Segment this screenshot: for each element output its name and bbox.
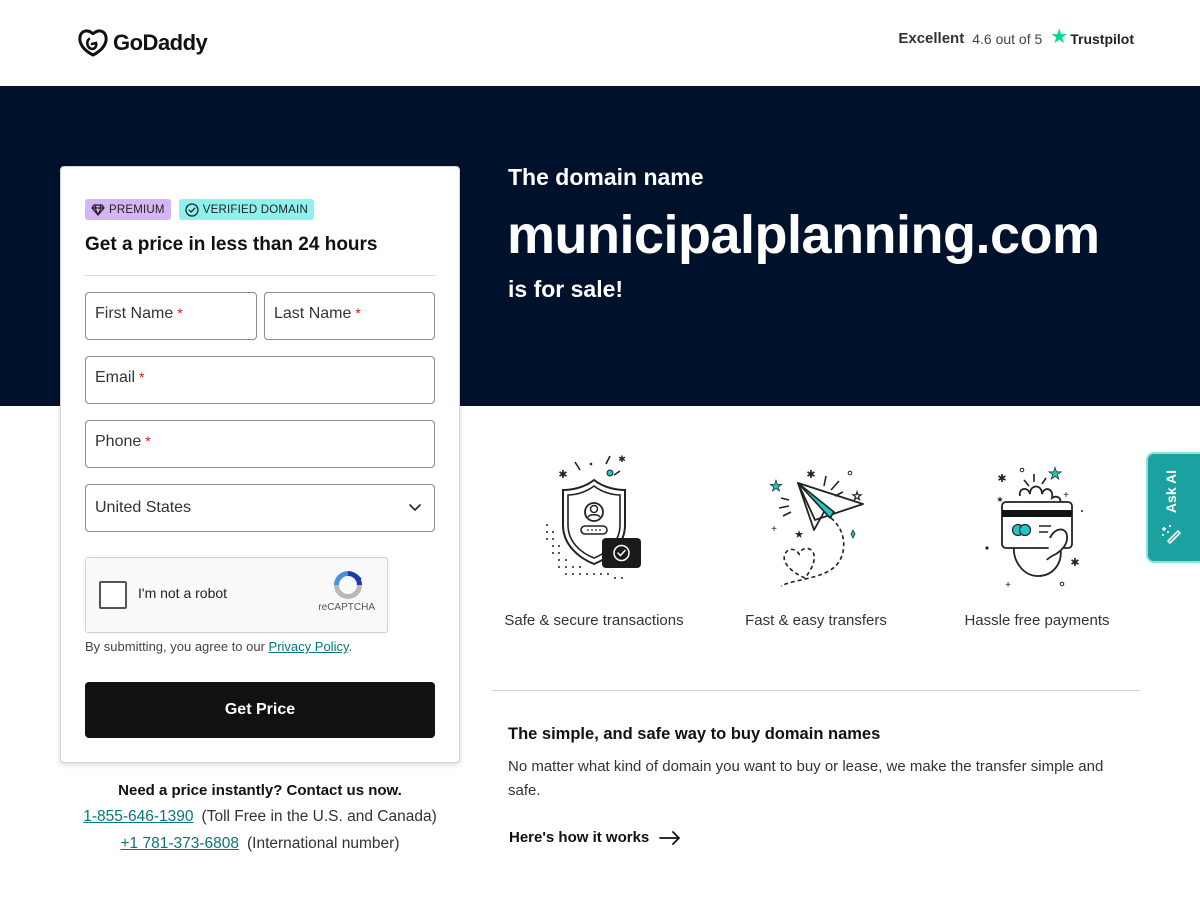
phone-field[interactable] — [85, 420, 435, 468]
svg-text:+: + — [1005, 580, 1011, 590]
svg-text:★: ★ — [996, 495, 1004, 504]
ask-ai-label: Ask AI — [1163, 469, 1179, 514]
godaddy-heart-icon — [77, 28, 109, 58]
shield-user-icon — [529, 450, 659, 590]
ask-ai-button[interactable] — [1146, 452, 1200, 563]
svg-text:+: + — [1063, 490, 1069, 501]
svg-text:✱: ✱ — [997, 473, 1007, 485]
country-value: United States — [95, 499, 192, 516]
godaddy-logo[interactable] — [77, 28, 207, 58]
svg-text:✱: ✱ — [806, 469, 816, 481]
magic-wand-icon — [1160, 523, 1182, 545]
contact-title: Need a price instantly? Contact us now. — [118, 782, 402, 799]
section-divider — [492, 690, 1140, 691]
privacy-disclaimer: By submitting, you agree to our Privacy Policy. — [85, 639, 353, 654]
feature-label: Hassle free payments — [964, 612, 1110, 629]
badge-row — [85, 199, 314, 220]
chevron-down-icon — [408, 500, 422, 514]
trust-score: 4.6 out of 5 — [972, 30, 1043, 47]
arrow-right-icon — [659, 831, 681, 845]
verified-label: VERIFIED DOMAIN — [202, 203, 308, 216]
country-select[interactable] — [85, 484, 435, 532]
privacy-policy-link[interactable]: Privacy Policy — [268, 639, 349, 654]
trust-rating-word: Excellent — [898, 30, 965, 47]
site-header — [0, 0, 1200, 86]
toll-free-phone-link[interactable]: 1-855-646-1390 — [83, 808, 194, 825]
svg-text:★: ★ — [794, 529, 804, 541]
last-name-field[interactable] — [264, 292, 435, 340]
svg-text:★: ★ — [1047, 466, 1063, 483]
trustpilot-brand — [1050, 26, 1134, 48]
premium-label: PREMIUM — [109, 203, 165, 216]
premium-badge — [85, 199, 171, 220]
how-it-works-label: Here's how it works — [509, 829, 650, 846]
credit-card-hand-icon — [972, 450, 1102, 590]
svg-text:✱: ✱ — [558, 469, 568, 481]
first-name-field[interactable] — [85, 292, 257, 340]
info-body: No matter what kind of domain you want to buy or lease, we make the transfer simple and safe. — [508, 758, 1104, 799]
svg-text:★: ★ — [769, 478, 783, 495]
toll-free-note: (Toll Free in the U.S. and Canada) — [201, 808, 437, 825]
domain-name-heading: municipalplanning.com — [507, 205, 1100, 265]
svg-text:✱: ✱ — [1070, 557, 1080, 569]
email-field[interactable] — [85, 356, 435, 404]
info-title: The simple, and safe way to buy domain names — [508, 725, 881, 743]
trustpilot-label: Trustpilot — [1070, 30, 1134, 47]
phone-label: Phone * — [95, 433, 151, 450]
svg-text:☆: ☆ — [851, 489, 863, 503]
last-name-label: Last Name * — [274, 305, 361, 322]
recaptcha-checkbox[interactable] — [99, 581, 127, 609]
form-title: Get a price in less than 24 hours — [85, 234, 378, 255]
international-phone-link[interactable]: +1 781-373-6808 — [120, 835, 239, 852]
svg-text:✱: ✱ — [618, 454, 626, 464]
verified-domain-badge — [179, 199, 314, 220]
recaptcha-widget — [85, 557, 388, 633]
form-divider — [85, 275, 435, 276]
recaptcha-logo-icon — [331, 568, 365, 602]
feature-label: Safe & secure transactions — [504, 612, 684, 629]
price-request-form — [60, 166, 460, 763]
trustpilot-rating[interactable] — [898, 26, 1134, 48]
recaptcha-label: I'm not a robot — [138, 585, 228, 601]
email-label: Email * — [95, 369, 145, 386]
check-circle-icon — [185, 203, 199, 217]
logo-text: GoDaddy — [113, 30, 208, 55]
hero-pre-text: The domain name — [508, 164, 704, 190]
how-it-works-link[interactable] — [509, 829, 681, 846]
hero-post-text: is for sale! — [508, 276, 624, 302]
contact-section — [60, 780, 460, 853]
feature-label: Fast & easy transfers — [745, 612, 887, 629]
international-line — [60, 835, 460, 853]
feature-payments — [937, 450, 1137, 629]
svg-text:+: + — [771, 524, 777, 535]
diamond-icon — [91, 204, 105, 216]
get-price-button[interactable]: Get Price — [85, 682, 435, 738]
feature-secure — [494, 450, 694, 629]
recaptcha-brand: reCAPTCHA — [318, 602, 375, 613]
paper-plane-icon — [751, 450, 881, 590]
feature-transfers — [716, 450, 916, 629]
first-name-label: First Name * — [95, 305, 183, 322]
international-note: (International number) — [247, 835, 400, 852]
star-icon: ★ — [1050, 26, 1069, 48]
toll-free-line — [60, 808, 460, 826]
